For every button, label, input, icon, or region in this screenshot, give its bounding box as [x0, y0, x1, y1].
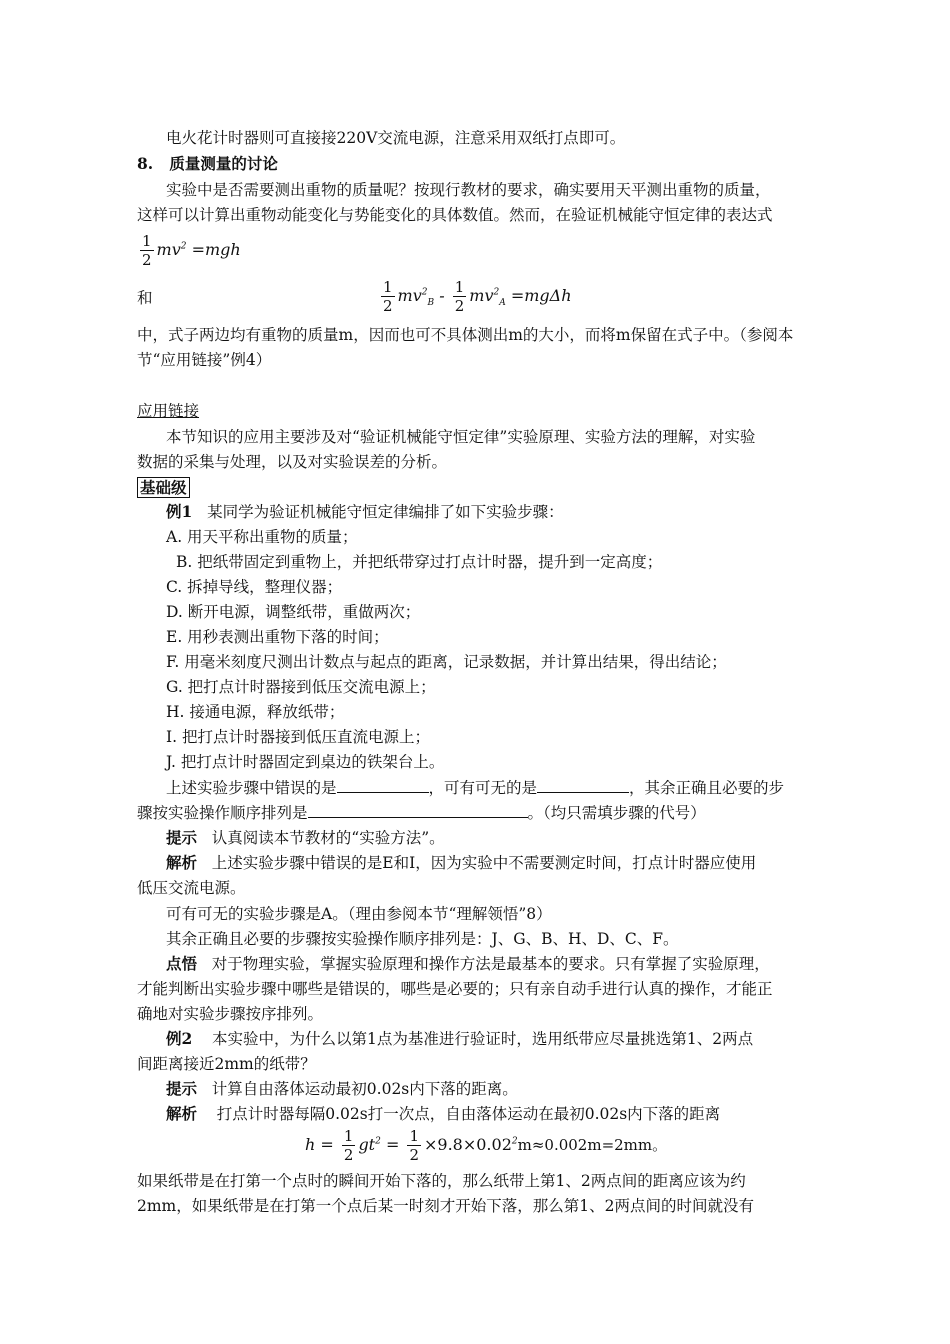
analysis-label: 解析 — [166, 1104, 198, 1123]
para-line: 低压交流电源。 — [137, 879, 246, 897]
insight-label: 点悟 — [166, 954, 198, 973]
section-number: 8. — [137, 154, 154, 173]
section-heading — [137, 153, 278, 175]
answer-blank[interactable] — [337, 776, 429, 793]
fraction: $\frac{1}{2}$ — [343, 1127, 354, 1164]
para-line: 中，式子两边均有重物的质量m，因而也可不具体测出m的大小，而将m保留在式子中。（参阅本 — [137, 326, 794, 344]
para-line: 可有可无的实验步骤是A。（理由参阅本节“理解领悟”8） — [166, 905, 552, 923]
analysis-label: 解析 — [166, 853, 198, 872]
answer-blank[interactable] — [537, 776, 629, 793]
level-badge: 基础级 — [137, 477, 190, 499]
para-line: 间距离接近2mm的纸带？ — [137, 1055, 316, 1073]
fraction: $\frac{1}{2}$ — [454, 278, 465, 315]
example-line: 例1 某同学为验证机械能守恒定律编排了如下实验步骤： — [166, 502, 564, 521]
para-line: 实验中是否需要测出重物的质量呢？按现行教材的要求，确实要用天平测出重物的质量， — [166, 181, 771, 199]
para-line: 本节知识的应用主要涉及对“验证机械能守恒定律”实验原理、实验方法的理解，对实验 — [166, 428, 756, 446]
step-item: E. 用秒表测出重物下落的时间； — [166, 628, 389, 646]
para-line: 才能判断出实验步骤中哪些是错误的，哪些是必要的；只有亲自动手进行认真的操作，才能正 — [137, 980, 773, 998]
step-item: D. 断开电源，调整纸带，重做两次； — [166, 603, 421, 621]
example-label: 例2 — [166, 1029, 193, 1048]
para-line: 节“应用链接”例4） — [137, 351, 272, 369]
para-line: 确地对实验步骤按序排列。 — [137, 1005, 324, 1023]
para-line: 其余正确且必要的步骤按实验操作顺序排列是：J、G、B、H、D、C、F。 — [166, 930, 679, 948]
formula-energy: $\frac{1}{2}$ $mv^2 =mgh$ — [142, 232, 241, 269]
step-item: B. 把纸带固定到重物上，并把纸带穿过打点计时器，提升到一定高度； — [176, 553, 663, 571]
fill-in-line: 上述实验步骤中错误的是 ，可有可无的是 ，其余正确且必要的步 — [166, 776, 784, 799]
fraction: $\frac{1}{2}$ — [383, 278, 393, 315]
step-item: I. 把打点计时器接到低压直流电源上； — [166, 728, 430, 746]
para-line: 如果纸带是在打第一个点时的瞬间开始下落的，那么纸带上第1、2两点间的距离应该为约 — [137, 1172, 746, 1190]
formula-free-fall: h = $\frac{1}{2}$ $gt^2$ = $\frac{1}{2}$ $\times 9.8\times 0.02^2m\approx 0.002m=2mm$。 — [305, 1127, 668, 1164]
subsection-heading: 应用链接 — [137, 402, 200, 420]
insight-line: 点悟 对于物理实验，掌握实验原理和操作方法是最基本的要求。只有掌握了实验原理， — [166, 954, 770, 973]
analysis-line: 解析 上述实验步骤中错误的是E和I，因为实验中不需要测定时间，打点计时器应使用 — [166, 853, 757, 872]
hint-line: 提示 认真阅读本节教材的“实验方法”。 — [166, 828, 445, 847]
step-item: F. 用毫米刻度尺测出计数点与起点的距离，记录数据，并计算出结果，得出结论； — [166, 653, 727, 671]
formula-energy-difference: $\frac{1}{2}$ $mv^2_B$ - $\frac{1}{2}$ $mv^2_A =mg\Delta h$ — [383, 278, 572, 315]
step-item: A. 用天平称出重物的质量； — [166, 528, 358, 546]
fraction: $\frac{1}{2}$ — [409, 1127, 419, 1164]
step-item: C. 拆掉导线，整理仪器； — [166, 578, 343, 596]
para-line: 2mm，如果纸带是在打第一个点后某一时刻才开始下落，那么第1、2两点间的时间就没有 — [137, 1197, 754, 1215]
para-line: 数据的采集与处理，以及对实验误差的分析。 — [137, 453, 448, 471]
hint-label: 提示 — [166, 828, 198, 847]
section-title: 质量测量的讨论 — [169, 154, 278, 173]
example-label: 例1 — [166, 502, 193, 521]
para-line: 电火花计时器则可直接接220V交流电源，注意采用双纸打点即可。 — [166, 129, 626, 147]
fraction: $\frac{1}{2}$ — [142, 232, 152, 269]
para-line: 这样可以计算出重物动能变化与势能变化的具体数值。然而，在验证机械能守恒定律的表达式 — [137, 206, 773, 224]
para-line: 和 — [137, 289, 153, 307]
answer-blank[interactable] — [308, 801, 528, 818]
analysis-line: 解析 打点计时器每隔0.02s打一次点，自由落体运动在最初0.02s内下落的距离 — [166, 1104, 721, 1123]
example-line: 例2 本实验中，为什么以第1点为基准进行验证时，选用纸带应尽量挑选第1、2两点 — [166, 1029, 754, 1048]
step-item: H. 接通电源，释放纸带； — [166, 703, 345, 721]
step-item: G. 把打点计时器接到低压交流电源上； — [166, 678, 436, 696]
fill-in-line: 骤按实验操作顺序排列是 。（均只需填步骤的代号） — [137, 801, 706, 824]
hint-line: 提示 计算自由落体运动最初0.02s内下落的距离。 — [166, 1079, 518, 1098]
step-item: J. 把打点计时器固定到桌边的铁架台上。 — [166, 753, 445, 771]
hint-label: 提示 — [166, 1079, 198, 1098]
